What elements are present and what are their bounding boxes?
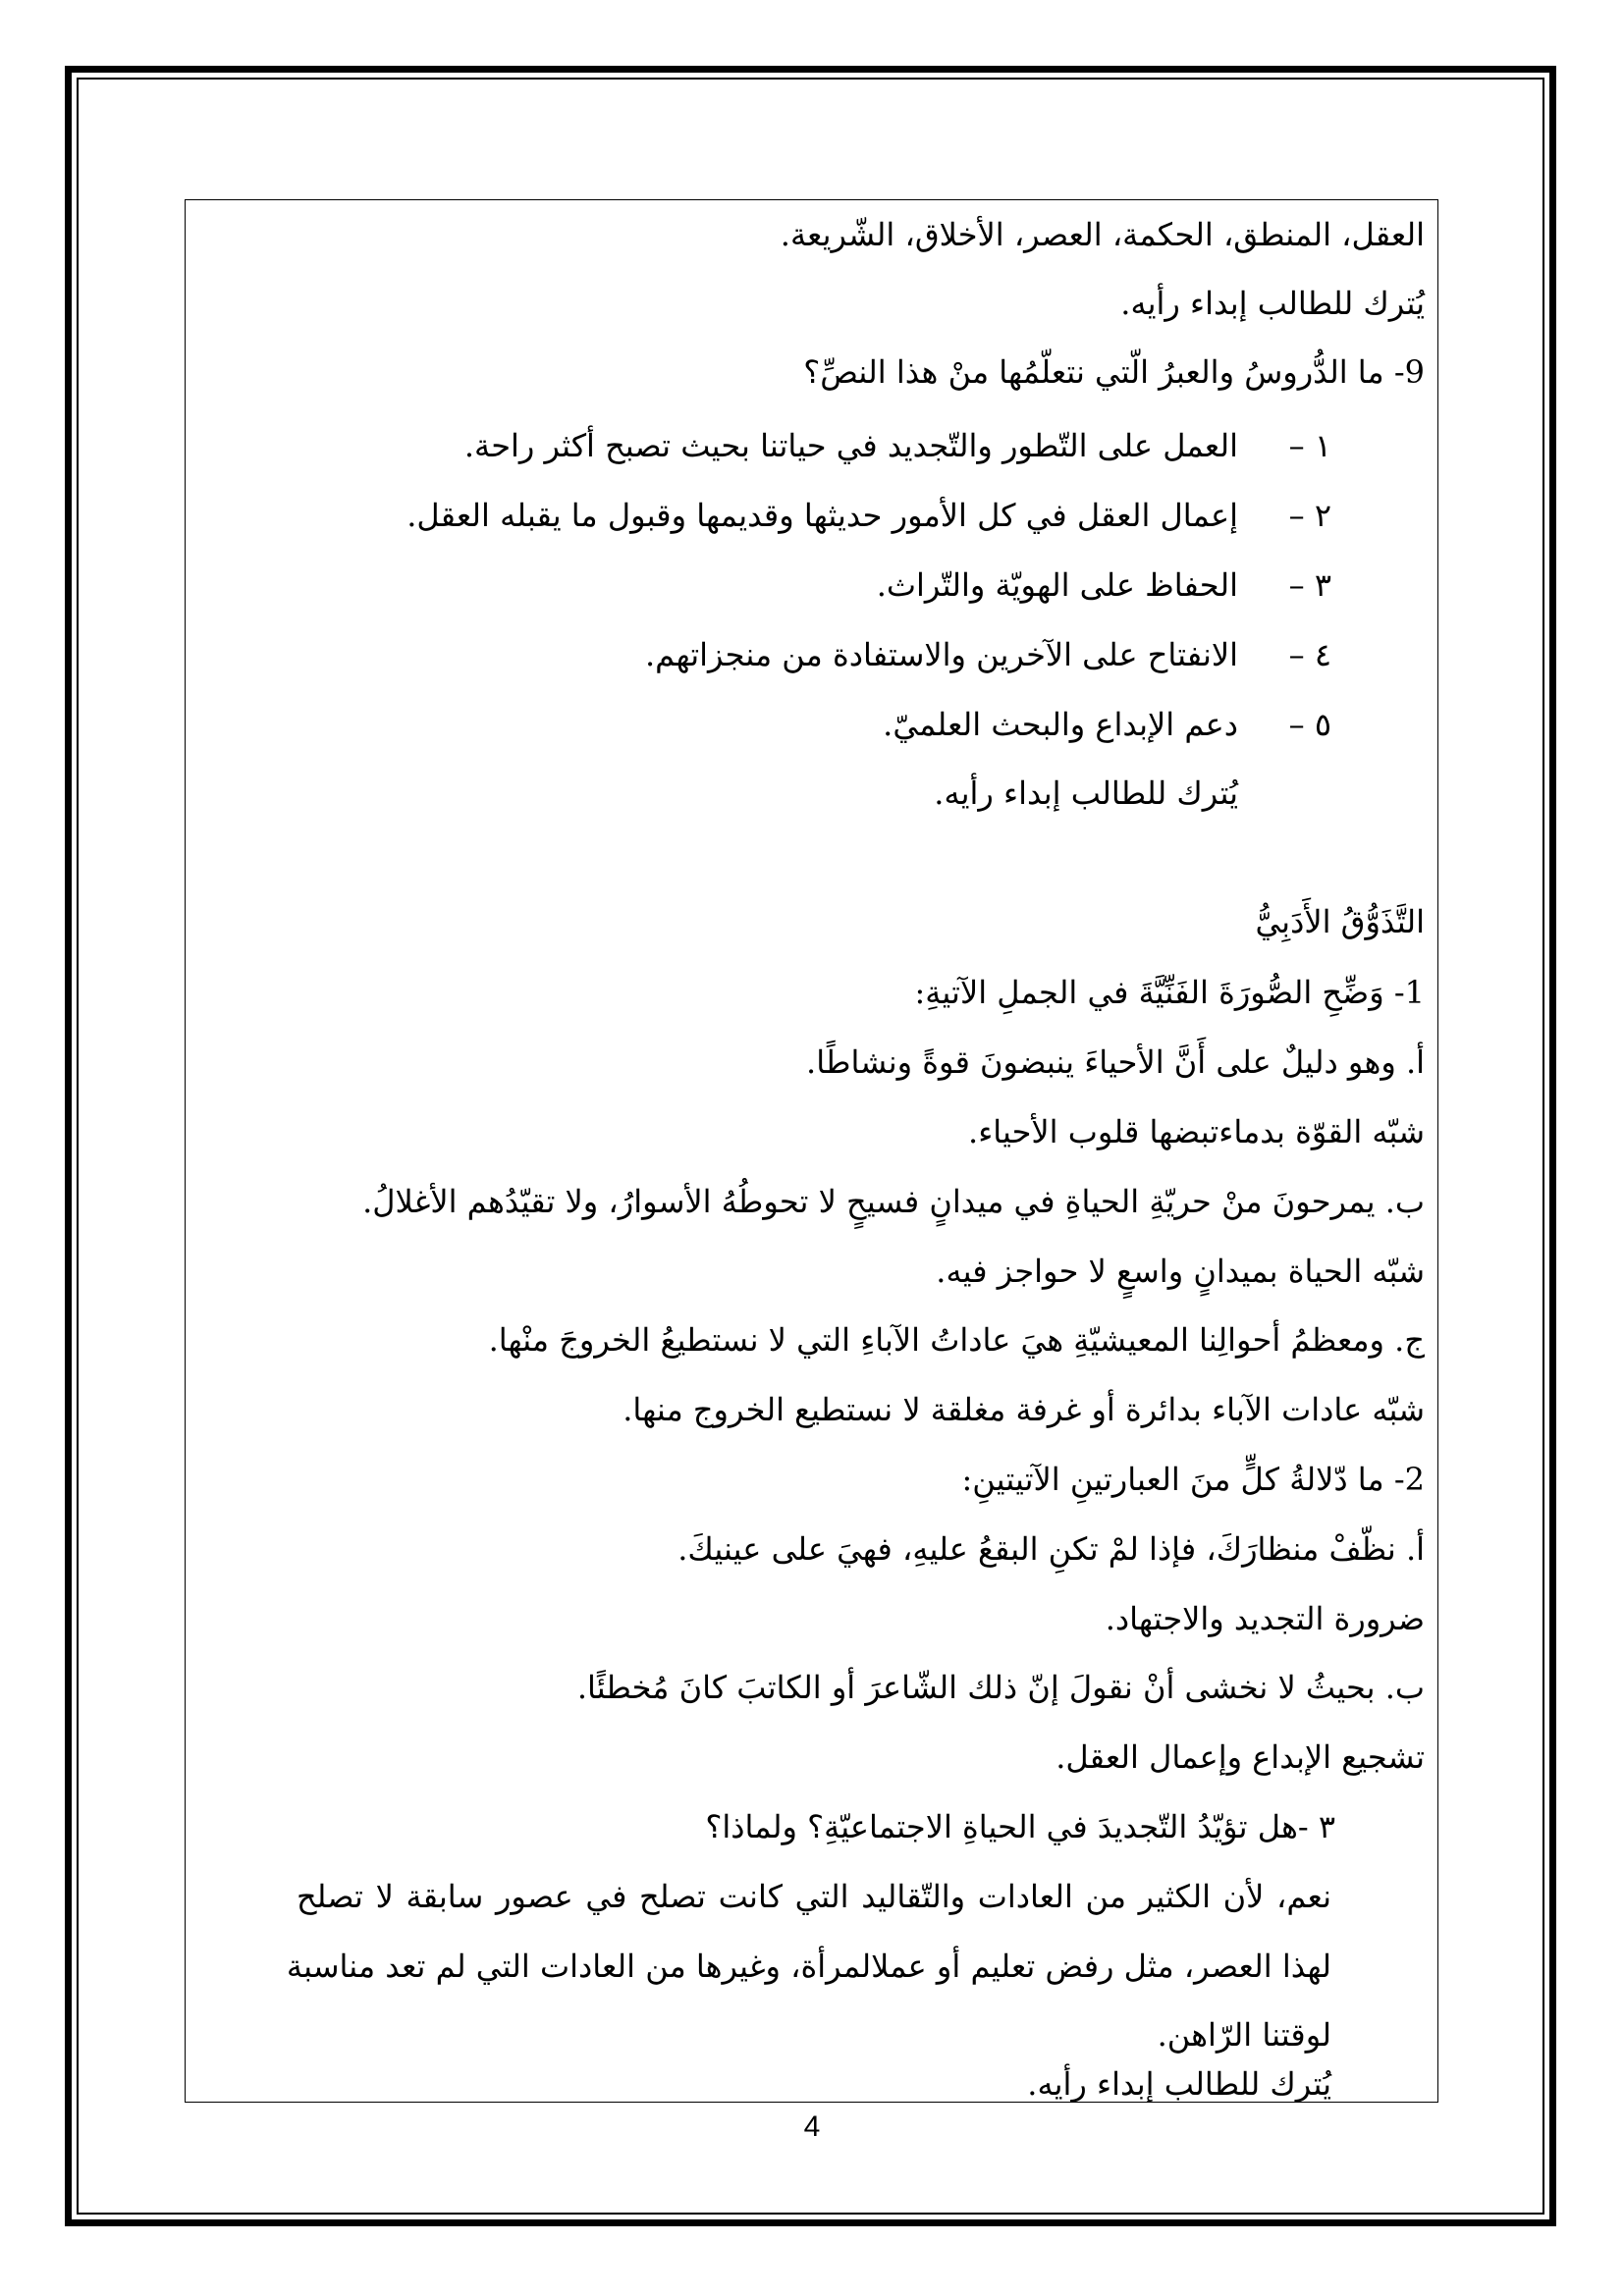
answer-line: نعم، لأن الكثير من العادات والتّقاليد التي كانت تصلح في عصور سابقة لا تصلح [297,1878,1331,1915]
text-line: أ. وهو دليلٌ على أَنَّ الأحياءَ ينبضونَ قوةً ونشاطًا. [806,1043,1425,1081]
question-9: 9- ما الدُّروسُ والعبرُ الّتي نتعلّمُها منْ هذا النصِّ؟ [803,353,1425,391]
final-note: يُترك للطالب إبداء رأيه. [1027,2065,1331,2103]
question-3: ٣ -هل تؤيّدُ التّجديدَ في الحياةِ الاجتماعيّةِ؟ ولماذا؟ [705,1808,1335,1845]
list-item-number: ٥ – [1288,706,1331,743]
answer-line: لوقتنا الرّاهن. [1157,2016,1331,2054]
text-line: العقل، المنطق، الحكمة، العصر، الأخلاق، الشّريعة. [780,216,1425,253]
text-line: ضرورة التجديد والاجتهاد. [1105,1600,1425,1637]
section-title: التَّذَوُّقُ الأَدَبِيُّ [1255,903,1425,940]
text-line: ج. ومعظمُ أحوالِنا المعيشيّةِ هيَ عاداتُ الآباءِ التي لا نستطيعُ الخروجَ منْها. [488,1321,1425,1359]
text-line: أ. نظّفْ منظارَكَ، فإذا لمْ تكنِ البقعُ عليهِ، فهيَ على عينيكَ. [677,1530,1425,1568]
list-item-text: الحفاظ على الهويّة والتّراث. [876,566,1238,604]
list-item [645,629,1331,680]
list-item-number: ٢ – [1288,497,1331,534]
text-line: شبّه القوّة بدماءتبضها قلوب الأحياء. [968,1113,1425,1150]
list-item-text: العمل على التّطور والتّجديد في حياتنا بحيث تصبح أكثر راحة. [463,427,1238,464]
list-item-text: إعمال العقل في كل الأمور حديثها وقديمها وقبول ما يقبله العقل. [406,497,1238,534]
list-item-text: الانفتاح على الآخرين والاستفادة من منجزاتهم. [645,636,1238,673]
list-item [406,490,1331,541]
list-item-number: ٣ – [1288,566,1331,604]
text-line: شبّه عادات الآباء بدائرة أو غرفة مغلقة لا نستطيع الخروج منها. [623,1391,1425,1428]
list-item [877,560,1331,611]
list-item [883,699,1331,750]
list-item [464,420,1331,471]
text-line: 2- ما دّلالةُ كلٍّ منَ العبارتينِ الآتيتينِ: [961,1461,1425,1498]
text-line: 1- وَضِّحِ الصُّورَةَ الفَنِّيَّةَ في الجملِ الآتيةِ: [914,974,1425,1011]
list-item-text: دعم الإبداع والبحث العلميّ. [883,706,1238,743]
text-line: يُترك للطالب إبداء رأيه. [1120,285,1425,322]
text-line: ب. يمرحونَ منْ حريّةِ الحياةِ في ميدانٍ فسيحٍ لا تحوطُهُ الأسوارُ، ولا تقيّدُهم الأغلالُ. [362,1183,1425,1220]
text-line: ب. بحيثُ لا نخشى أنْ نقولَ إنّ ذلك الشّاعرَ أو الكاتبَ كانَ مُخطئًا. [576,1669,1425,1706]
page-number: 4 [803,2110,821,2143]
list-item-number: ١ – [1288,427,1331,464]
list-item-number: ٤ – [1288,636,1331,673]
text-line: شبّه الحياة بميدانٍ واسعٍ لا حواجز فيه. [936,1253,1425,1290]
list-note: يُترك للطالب إبداء رأيه. [934,774,1238,812]
answer-line: لهذا العصر، مثل رفض تعليم أو عملالمرأة، وغيرها من العادات التي لم تعد مناسبة [286,1948,1331,1985]
text-line: تشجيع الإبداع وإعمال العقل. [1056,1738,1425,1776]
